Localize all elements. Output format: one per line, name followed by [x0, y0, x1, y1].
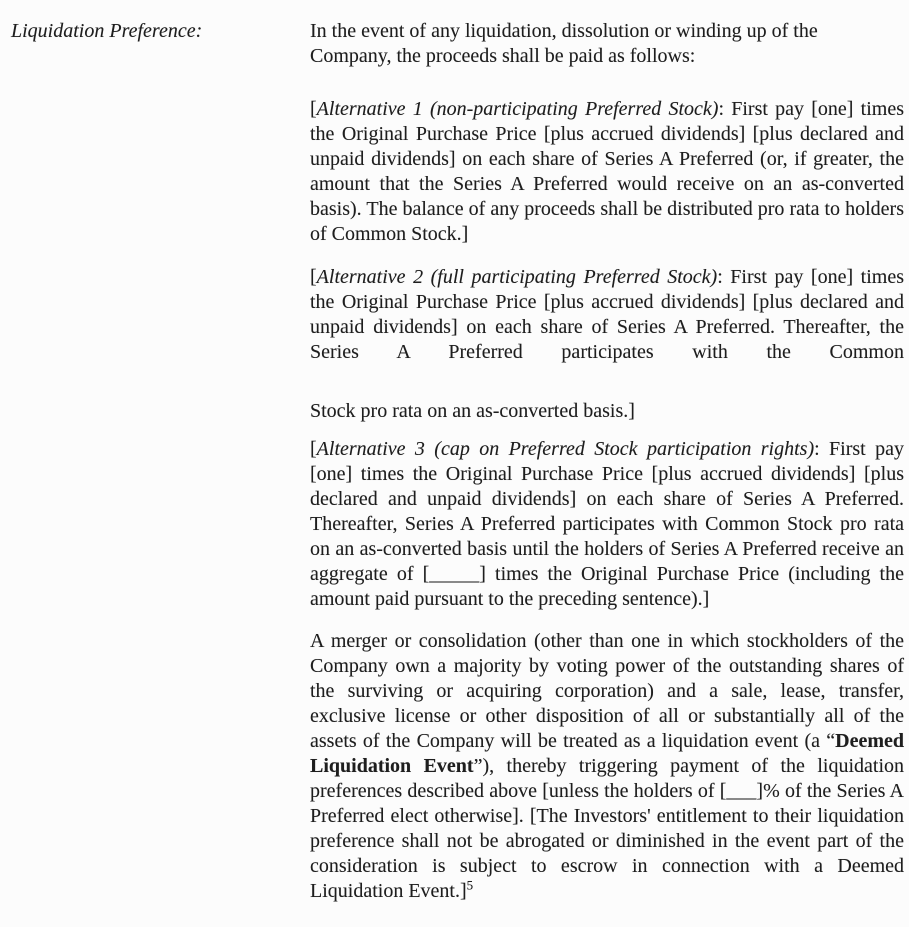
text-segment: [ [310, 438, 317, 460]
paragraph-alternative-2-continuation [310, 399, 904, 424]
text-segment: [ [310, 98, 317, 120]
text-segment: Alternative 1 (non-participating Preferred Stock) [316, 98, 719, 120]
paragraph-alternative-3 [310, 437, 904, 612]
text-segment: Stock pro rata on an as-converted basis.] [310, 400, 635, 422]
text-segment: : First pay [one] times the Original Purchase Price [plus accrued dividends] [plus declared and unpaid dividends] on each share of Series A Preferred. Thereafter, Series A Preferred participates with Common Stock pro rata on an as-converted basis until the holders of Series A Preferred receive an aggregate of [_____] times the Original Purchase Price (including the amount paid pursuant to the preceding sentence).] [310, 438, 904, 610]
text-segment: In the event of any liquidation, dissolution or winding up of the Company, the proceeds shall be paid as follows: [310, 20, 818, 67]
text-segment: : First pay [one] times the Original Purchase Price [plus accrued dividends] [plus declared and unpaid dividends] on each share of Series A Preferred. Thereafter, the Series A Preferred participates with the Common [310, 266, 904, 363]
term-label [11, 19, 301, 44]
paragraph-deemed-liquidation-event [310, 629, 904, 904]
text-segment: A merger or consolidation (other than one in which stockholders of the Company own a majority by voting power of the outstanding shares of the surviving or acquiring corporation) and a sale, lease, transfer, exclusive license or other disposition of all or substantially all of the assets of the Company will be treated as a liquidation event (a “ [310, 630, 904, 752]
text-segment: Deemed Liquidation Event [310, 730, 904, 777]
content-column [310, 19, 904, 904]
text-segment: Alternative 3 (cap on Preferred Stock participation rights) [316, 438, 815, 460]
footnote-reference: 5 [466, 877, 474, 893]
text-segment: Alternative 2 (full participating Preferred Stock) [316, 266, 718, 288]
text-segment: ”), thereby triggering payment of the liquidation preferences described above [unless the holders of [___]% of the Series A Preferred elect otherwise]. [The Investors' entitlement to their liquidation preference shall not be abrogated or diminished in the event part of the consideration is subject to escrow in connection with a Deemed Liquidation Event.] [310, 755, 904, 902]
text-segment: [ [310, 266, 317, 288]
paragraph-alternative-2-part-1 [310, 265, 904, 365]
text-segment: : First pay [one] times the Original Purchase Price [plus accrued dividends] [plus declared and unpaid dividends] on each share of Series A Preferred (or, if greater, the amount that the Series A Preferred would receive on an as-converted basis). The balance of any proceeds shall be distributed pro rata to holders of Common Stock.] [310, 98, 904, 245]
paragraph-alternative-1 [310, 97, 904, 247]
term-label-text: Liquidation Preference: [11, 20, 203, 42]
paragraph-intro [310, 19, 904, 69]
